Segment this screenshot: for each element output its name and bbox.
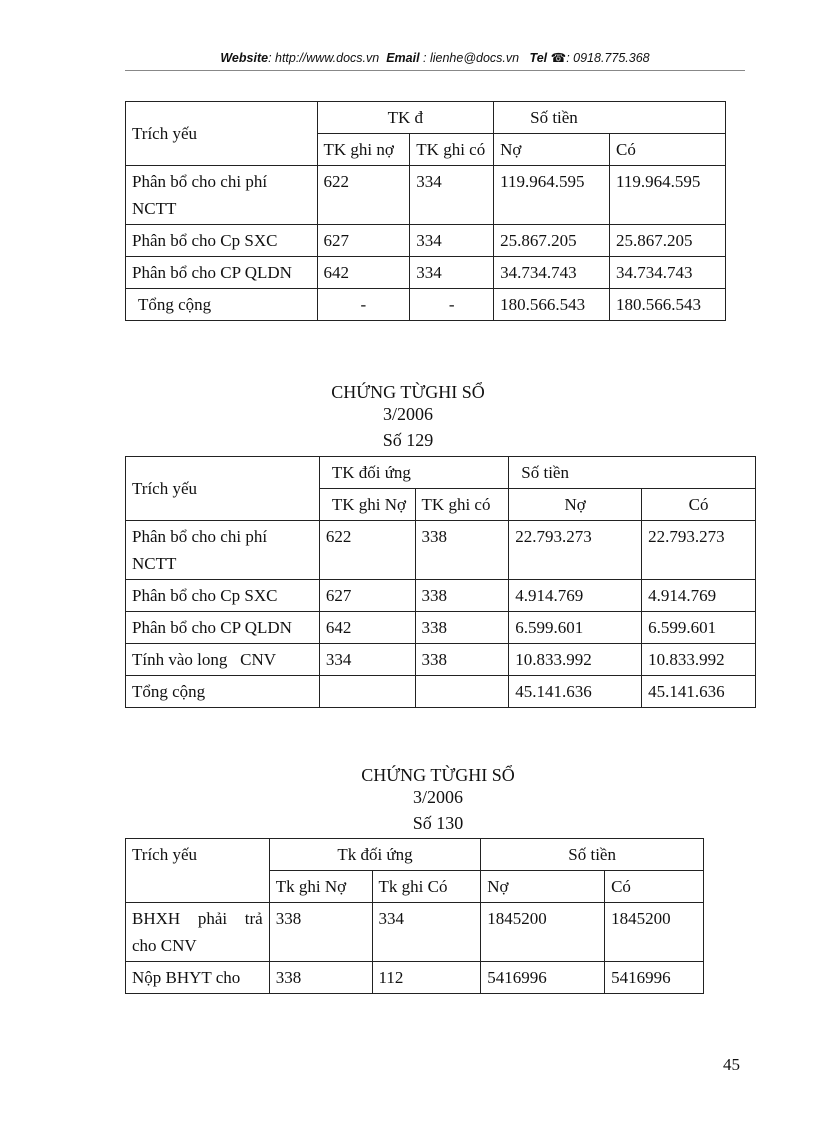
row-tk-co: 338: [415, 612, 509, 644]
row-tk-no: 627: [317, 225, 410, 257]
row-desc: Phân bổ cho chi phí NCTT: [126, 521, 320, 580]
row-tk-co: 334: [410, 257, 494, 289]
voucher-date: 3/2006: [412, 787, 463, 807]
table-header-row: [126, 839, 704, 871]
table-row: [126, 903, 704, 962]
voucher-heading: CHỨNG TỪGHI SỔ: [331, 382, 485, 402]
col-trich-yeu: Trích yếu: [126, 457, 320, 521]
phone-icon: ☎: [550, 51, 567, 65]
row-no: 34.734.743: [494, 257, 610, 289]
row-tk-no: 622: [317, 166, 410, 225]
row-no: 119.964.595: [494, 166, 610, 225]
table-row: [126, 225, 726, 257]
col-tk-ghi-co: TK ghi có: [415, 489, 509, 521]
row-co: 25.867.205: [610, 225, 726, 257]
row-desc: Phân bổ cho Cp SXC: [126, 580, 320, 612]
website-url[interactable]: : http://www.docs.vn: [268, 51, 380, 65]
row-co: 119.964.595: [610, 166, 726, 225]
row-tk-no: 642: [319, 612, 415, 644]
col-co: Có: [610, 134, 726, 166]
col-trich-yeu: Trích yếu: [126, 839, 270, 903]
voucher-title-129: [258, 381, 558, 451]
col-co: Có: [642, 489, 756, 521]
table-total-row: [126, 289, 726, 321]
col-tk-ghi-no: Tk ghi Nợ: [269, 871, 372, 903]
row-no: 25.867.205: [494, 225, 610, 257]
row-tk-no: 334: [319, 644, 415, 676]
col-no: Nợ: [481, 871, 605, 903]
col-tk-ghi-no: TK ghi Nợ: [319, 489, 415, 521]
table-row: [126, 521, 756, 580]
row-tk-co: 334: [410, 225, 494, 257]
row-no: 10.833.992: [509, 644, 642, 676]
row-tk-co: 338: [415, 644, 509, 676]
row-tk-no: 338: [269, 962, 372, 994]
voucher-heading: CHỨNG TỪGHI SỔ: [361, 765, 515, 785]
row-desc: Phân bổ cho chi phí NCTT: [126, 166, 318, 225]
table-3: [125, 838, 704, 994]
row-desc: Phân bổ cho CP QLDN: [126, 612, 320, 644]
row-no: 6.599.601: [509, 612, 642, 644]
row-co: 4.914.769: [642, 580, 756, 612]
col-tk-doi-ung: Tk đối ứng: [269, 839, 481, 871]
col-tk-ghi-co: Tk ghi Có: [372, 871, 481, 903]
email-label: Email: [386, 51, 420, 65]
page-header: [125, 50, 745, 65]
row-tk-co: 112: [372, 962, 481, 994]
table-row: [126, 962, 704, 994]
table-header-row: [126, 457, 756, 489]
row-desc: Phân bổ cho CP QLDN: [126, 257, 318, 289]
row-no: 4.914.769: [509, 580, 642, 612]
table-row: [126, 612, 756, 644]
row-tk-no: 622: [319, 521, 415, 580]
website-label: Website: [220, 51, 269, 65]
row-no: 5416996: [481, 962, 605, 994]
row-tk-co: 334: [410, 166, 494, 225]
row-co: 22.793.273: [642, 521, 756, 580]
row-no: 22.793.273: [509, 521, 642, 580]
row-tk-no: 338: [269, 903, 372, 962]
row-co: 34.734.743: [610, 257, 726, 289]
table-row: [126, 580, 756, 612]
col-tk-ghi-co: TK ghi có: [410, 134, 494, 166]
row-no: 45.141.636: [509, 676, 642, 708]
voucher-title-130: [288, 764, 588, 834]
row-no: 180.566.543: [494, 289, 610, 321]
row-tk-co: 338: [415, 580, 509, 612]
col-so-tien: Số tiền: [481, 839, 704, 871]
row-tk-no: -: [317, 289, 410, 321]
row-desc: Nộp BHYT cho: [126, 962, 270, 994]
row-tk-co: [415, 676, 509, 708]
header-divider: [125, 70, 745, 71]
table-row: [126, 644, 756, 676]
row-desc: Tổng cộng: [126, 289, 318, 321]
table-header-row: [126, 102, 726, 134]
row-tk-no: [319, 676, 415, 708]
row-co: 180.566.543: [610, 289, 726, 321]
row-co: 45.141.636: [642, 676, 756, 708]
col-tk-doi-ung: TK đ: [317, 102, 494, 134]
row-desc: BHXH phải trả cho CNV: [126, 903, 270, 962]
row-co: 6.599.601: [642, 612, 756, 644]
row-co: 5416996: [605, 962, 704, 994]
row-tk-co: 338: [415, 521, 509, 580]
row-co: 1845200: [605, 903, 704, 962]
col-tk-doi-ung: TK đối ứng: [319, 457, 508, 489]
row-desc: Phân bổ cho Cp SXC: [126, 225, 318, 257]
row-tk-co: 334: [372, 903, 481, 962]
page-number: 45: [723, 1055, 740, 1074]
row-tk-co: -: [410, 289, 494, 321]
table-row: [126, 166, 726, 225]
voucher-number: Số 129: [382, 430, 434, 450]
table-row: [126, 257, 726, 289]
row-desc: Tính vào long CNV: [126, 644, 320, 676]
col-no: Nợ: [494, 134, 610, 166]
col-tk-ghi-no: TK ghi nợ: [317, 134, 410, 166]
col-co: Có: [605, 871, 704, 903]
col-no: Nợ: [509, 489, 642, 521]
col-trich-yeu: Trích yếu: [126, 102, 318, 166]
row-tk-no: 627: [319, 580, 415, 612]
row-co: 10.833.992: [642, 644, 756, 676]
col-so-tien: Số tiền: [494, 102, 726, 134]
row-desc: Tổng cộng: [126, 676, 320, 708]
col-so-tien: Số tiền: [509, 457, 756, 489]
tel-number: : 0918.775.368: [566, 51, 650, 65]
email-address[interactable]: : lienhe@docs.vn: [423, 51, 520, 65]
table-total-row: [126, 676, 756, 708]
voucher-date: 3/2006: [382, 404, 433, 424]
table-1: [125, 101, 726, 321]
tel-label: Tel: [529, 51, 548, 65]
table-2: [125, 456, 756, 708]
voucher-number: Số 130: [412, 813, 464, 833]
row-no: 1845200: [481, 903, 605, 962]
row-tk-no: 642: [317, 257, 410, 289]
